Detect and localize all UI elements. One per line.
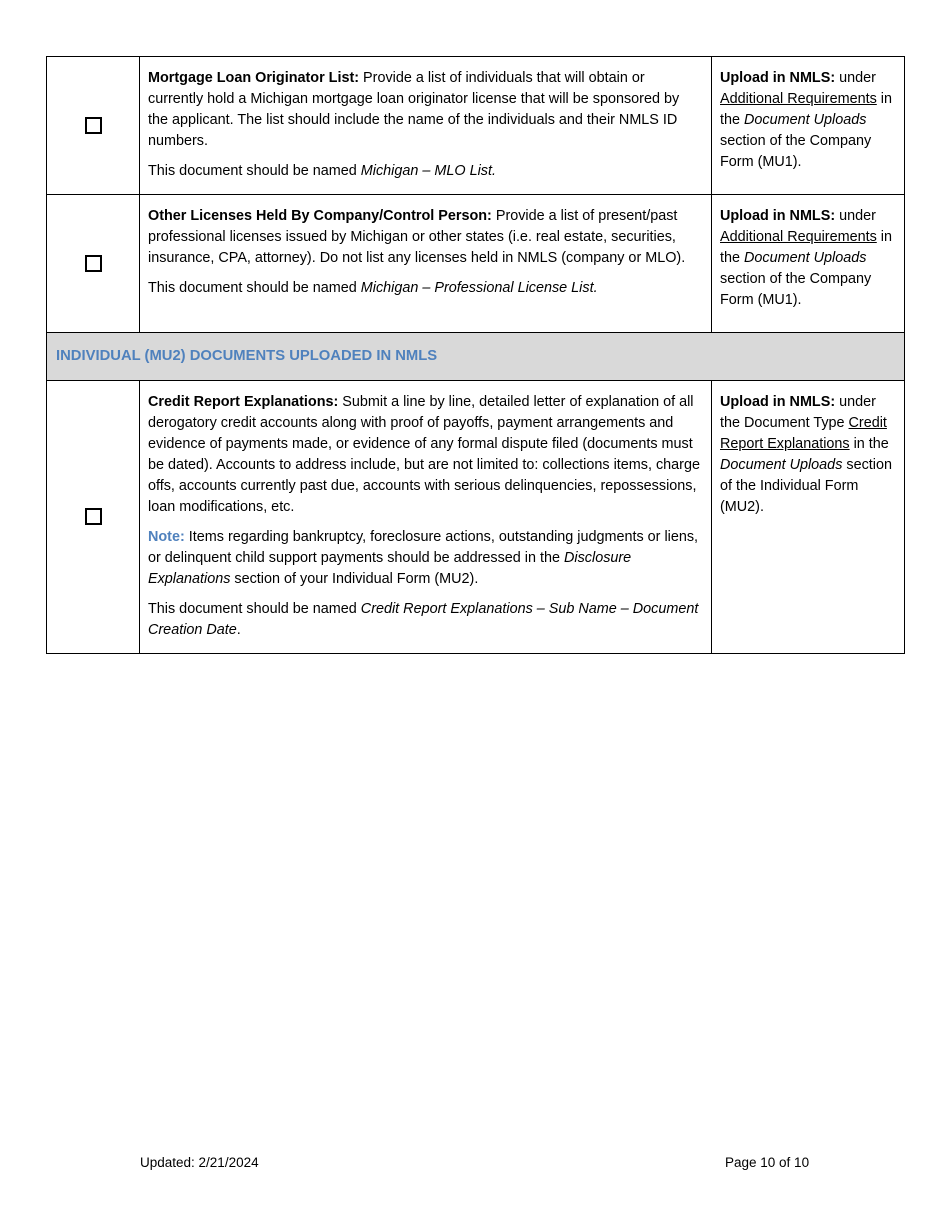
upload-in-the: in the xyxy=(720,229,892,266)
upload-in-the: in the xyxy=(849,436,889,452)
item-description xyxy=(148,392,703,518)
document-uploads-section: Document Uploads xyxy=(744,250,867,266)
upload-instruction xyxy=(720,392,896,518)
item-description xyxy=(148,206,703,269)
upload-label: Upload in NMLS: xyxy=(720,208,836,224)
checkbox-cell xyxy=(47,381,140,654)
upload-instruction-cell xyxy=(712,195,905,333)
additional-requirements-link: Additional Requirements xyxy=(720,229,877,245)
upload-label: Upload in NMLS: xyxy=(720,394,836,410)
section-header: INDIVIDUAL (MU2) DOCUMENTS UPLOADED IN NMLS xyxy=(47,333,905,381)
checkbox-other-licenses[interactable] xyxy=(85,255,102,272)
credit-report-explanations-link: Credit Report Explanations xyxy=(720,415,887,452)
upload-tail: section of the Company Form (MU1). xyxy=(720,271,872,308)
item-title: Other Licenses Held By Company/Control Person: xyxy=(148,208,492,224)
document-name-instruction xyxy=(148,278,703,299)
additional-requirements-link: Additional Requirements xyxy=(720,91,877,107)
upload-instruction-cell xyxy=(712,57,905,195)
item-title: Credit Report Explanations: xyxy=(148,394,339,410)
upload-instruction xyxy=(720,206,896,311)
note-paragraph xyxy=(148,527,703,590)
upload-under: under xyxy=(835,208,876,224)
document-name: Michigan – Professional License List. xyxy=(360,280,598,296)
upload-under: under the Document Type xyxy=(720,394,876,431)
section-header-row xyxy=(47,333,905,381)
upload-in-the: in the xyxy=(720,91,892,128)
item-description-cell xyxy=(140,195,712,333)
upload-instruction xyxy=(720,68,896,173)
note-text: Items regarding bankruptcy, foreclosure actions, outstanding judgments or liens, or delinquent child support payments should be addressed in the xyxy=(148,529,699,566)
upload-tail: section of the Individual Form (MU2). xyxy=(720,457,892,515)
item-text: Provide a list of present/past professional licenses issued by Michigan or other states (i.e. real estate, securities, insurance, CPA, attorney). Do not list any licenses held in NMLS (company or MLO). xyxy=(148,208,686,266)
requirements-checklist-table xyxy=(46,56,905,654)
item-description-cell xyxy=(140,57,712,195)
upload-under: under xyxy=(835,70,876,86)
name-end: . xyxy=(236,622,241,638)
document-name: Michigan – MLO List. xyxy=(360,163,496,179)
item-description xyxy=(148,68,703,152)
document-uploads-section: Document Uploads xyxy=(744,112,867,128)
table-row xyxy=(47,57,905,195)
upload-tail: section of the Company Form (MU1). xyxy=(720,133,872,170)
document-name-instruction xyxy=(148,161,703,182)
note-tail: section of your Individual Form (MU2). xyxy=(230,571,479,587)
item-title: Mortgage Loan Originator List: xyxy=(148,70,360,86)
document-uploads-section: Document Uploads xyxy=(720,457,843,473)
name-prefix: This document should be named xyxy=(148,163,361,179)
checkbox-cell xyxy=(47,57,140,195)
footer-updated-date: Updated: 2/21/2024 xyxy=(140,1155,259,1170)
item-description-cell xyxy=(140,381,712,654)
table-row xyxy=(47,195,905,333)
footer-page-number: Page 10 of 10 xyxy=(725,1155,810,1170)
checkbox-credit-report[interactable] xyxy=(85,508,102,525)
document-name-instruction xyxy=(148,599,703,641)
item-text: Submit a line by line, detailed letter of explanation of all derogatory credit accounts along with proof of payoffs, payment arrangements and evidence of payments made, or evidence of any formal dispute filed (documents must be dated). Accounts to address include, but are not limited to: collections items, charge offs, accounts currently past due, accounts with serious delinquencies, repossessions, loan modifications, etc. xyxy=(148,394,700,515)
name-prefix: This document should be named xyxy=(148,601,361,617)
note-label: Note: xyxy=(148,529,185,545)
item-text: Provide a list of individuals that will obtain or currently hold a Michigan mortgage loan originator license that will be sponsored by the applicant. The list should include the name of the individuals and their NMLS ID numbers. xyxy=(148,70,680,149)
upload-instruction-cell xyxy=(712,381,905,654)
checkbox-cell xyxy=(47,195,140,333)
name-prefix: This document should be named xyxy=(148,280,361,296)
document-name: Credit Report Explanations – Sub Name – Document Creation Date xyxy=(148,601,699,638)
disclosure-explanations-section: Disclosure Explanations xyxy=(148,550,632,587)
table-row xyxy=(47,381,905,654)
upload-label: Upload in NMLS: xyxy=(720,70,836,86)
checkbox-mlo-list[interactable] xyxy=(85,117,102,134)
